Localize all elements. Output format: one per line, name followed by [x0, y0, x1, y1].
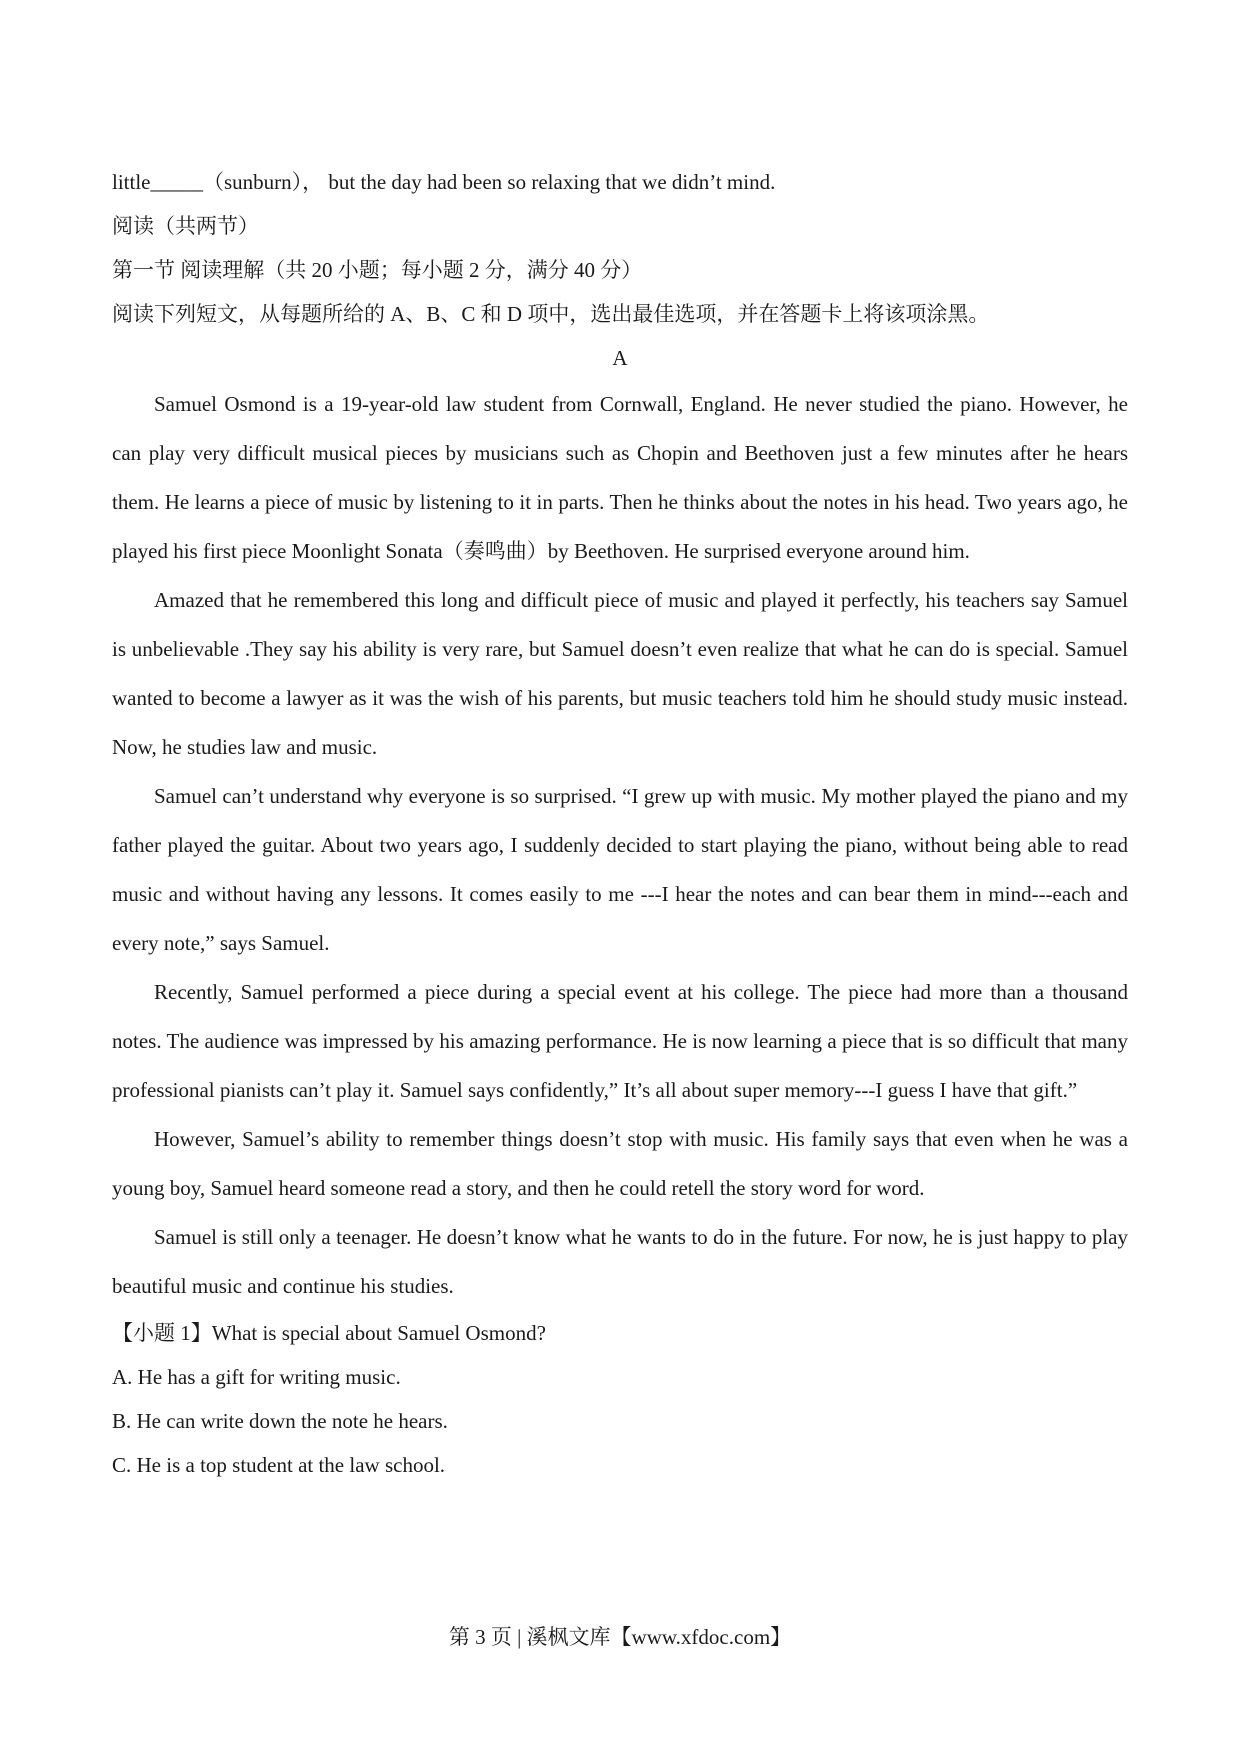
passage — [112, 380, 1128, 1311]
passage-paragraph-2: Amazed that he remembered this long and difficult piece of music and played it perfectly, his teachers say Samuel is unbelievable .They say his ability is very rare, but Samuel doesn’t even realize that what he can do is special. Samuel wanted to become a lawyer as it was the wish of his parents, but music teachers told him he should study music instead. Now, he studies law and music. — [112, 588, 1128, 759]
document-body — [112, 160, 1128, 1487]
option-b: B. He can write down the note he hears. — [112, 1409, 448, 1433]
passage-label: A — [612, 346, 628, 370]
instructions: 阅读下列短文，从每题所给的 A、B、C 和 D 项中，选出最佳选项，并在答题卡上将该项涂黑。 — [112, 302, 990, 326]
subsection-heading: 第一节 阅读理解（共 20 小题；每小题 2 分，满分 40 分） — [112, 258, 643, 282]
option-c: C. He is a top student at the law school. — [112, 1453, 446, 1477]
passage-paragraph-1: Samuel Osmond is a 19-year-old law student from Cornwall, England. He never studied the piano. However, he can play very difficult musical pieces by musicians such as Chopin and Beethoven just a few minutes after he hears them. He learns a piece of music by listening to it in parts. Then he thinks about the notes in his head. Two years ago, he played his first piece Moonlight Sonata（奏鸣曲）by Beethoven. He surprised everyone around him. — [112, 392, 1128, 563]
option-a: A. He has a gift for writing music. — [112, 1365, 401, 1389]
question-1 — [112, 1311, 1128, 1487]
passage-paragraph-3: Samuel can’t understand why everyone is so surprised. “I grew up with music. My mother played the piano and my father played the guitar. About two years ago, I suddenly decided to start playing the piano, without being able to read music and without having any lessons. It comes easily to me ---I hear the notes and can bear them in mind---each and every note,” says Samuel. — [112, 784, 1128, 955]
page-footer: 第 3 页 | 溪枫文库【www.xfdoc.com】 — [448, 1625, 792, 1649]
previous-question-fragment: little_____（sunburn）， but the day had been so relaxing that we didn’t mind. — [112, 170, 776, 194]
question-stem: 【小题 1】What is special about Samuel Osmond? — [112, 1321, 546, 1345]
passage-paragraph-6: Samuel is still only a teenager. He doesn’t know what he wants to do in the future. For now, he is just happy to play beautiful music and continue his studies. — [112, 1225, 1128, 1298]
passage-paragraph-5: However, Samuel’s ability to remember things doesn’t stop with music. His family says that even when he was a young boy, Samuel heard someone read a story, and then he could retell the story word for word. — [112, 1127, 1128, 1200]
passage-paragraph-4: Recently, Samuel performed a piece during a special event at his college. The piece had more than a thousand notes. The audience was impressed by his amazing performance. He is now learning a piece that is so difficult that many professional pianists can’t play it. Samuel says confidently,” It’s all about super memory---I guess I have that gift.” — [112, 980, 1128, 1102]
section-heading: 阅读（共两节） — [112, 214, 259, 238]
